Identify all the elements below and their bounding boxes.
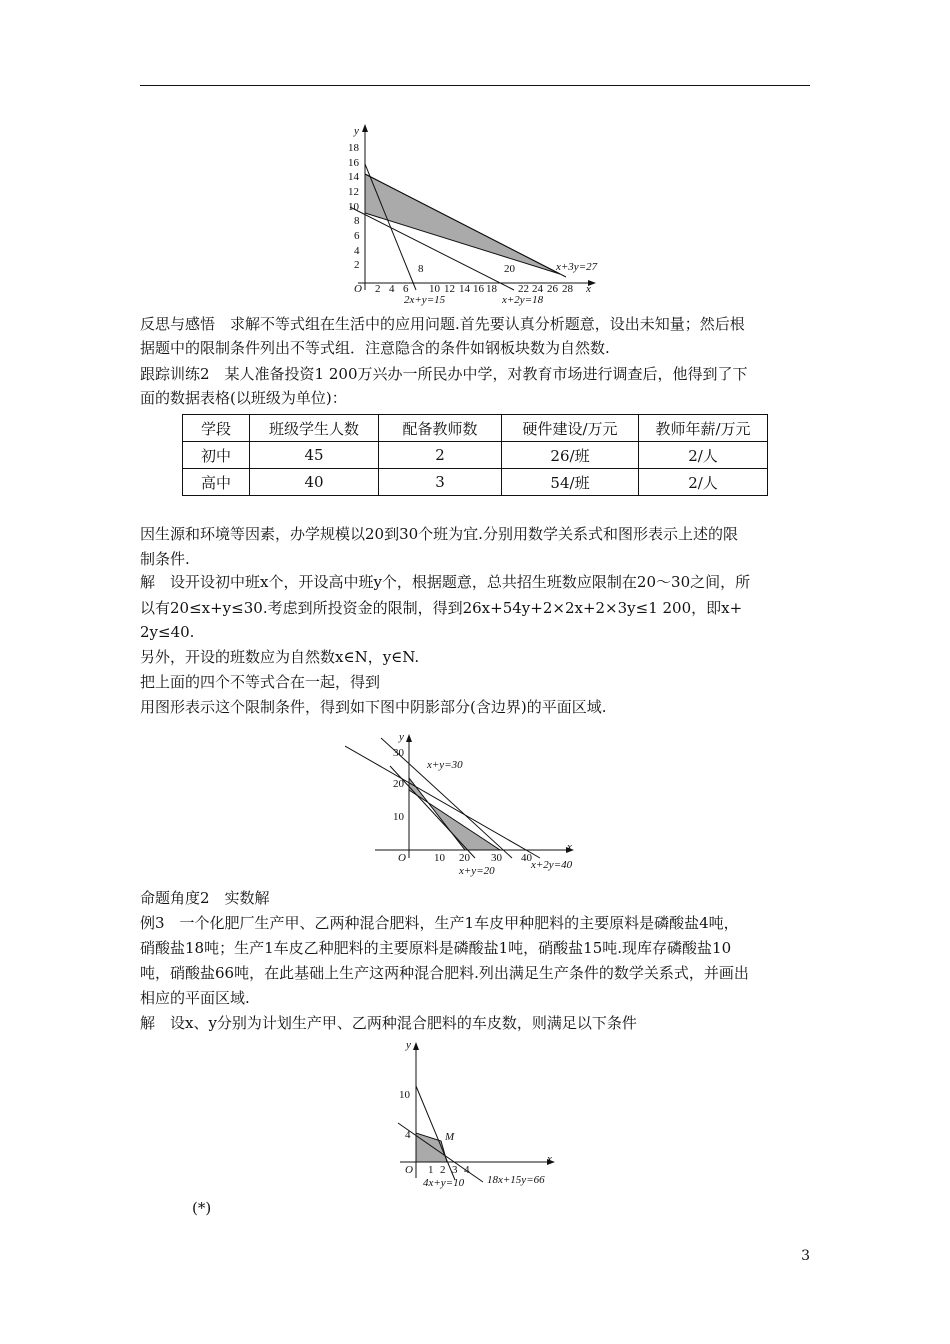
example-3-solution: 解 设x、y分别为计划生产甲、乙两种混合肥料的车皮数，则满足以下条件 bbox=[140, 1014, 637, 1032]
figure-1-y-label: y bbox=[354, 125, 359, 137]
figure-1-x-tick: 16 bbox=[473, 283, 484, 295]
figure-1-y-tick: 18 bbox=[348, 142, 359, 154]
figure-2-x-tick: 10 bbox=[434, 852, 445, 864]
figure-1-y-tick: 10 bbox=[348, 201, 359, 213]
figure-1-x-tick: 4 bbox=[389, 283, 395, 295]
graph-intro-line: 用图形表示这个限制条件，得到如下图中阴影部分(含边界)的平面区域. bbox=[140, 698, 607, 716]
table-header-cell: 配备教师数 bbox=[379, 415, 502, 442]
constraint-line-1: 因生源和环境等因素，办学规模以20到30个班为宜.分别用数学关系式和图形表示上述的限 bbox=[140, 525, 738, 543]
figure-2-x-tick: 40 bbox=[521, 852, 532, 864]
figure-2-line-label: x+y=20 bbox=[459, 865, 495, 877]
figure-1-line-label: x+2y=18 bbox=[502, 294, 544, 306]
figure-3-y-arrow bbox=[413, 1042, 419, 1050]
table-cell: 26/班 bbox=[502, 442, 639, 469]
figure-2-origin: O bbox=[398, 852, 406, 864]
figure-1-line-label: x+3y=27 bbox=[556, 261, 598, 273]
figure-3-y-label: y bbox=[406, 1039, 411, 1051]
figure-1-point-label: 8 bbox=[418, 263, 424, 275]
exercise-2-line-2: 面的数据表格(以班级为单位)： bbox=[140, 389, 347, 407]
figure-1-y-tick: 4 bbox=[354, 245, 360, 257]
combine-line: 把上面的四个不等式合在一起，得到 bbox=[140, 673, 381, 691]
figure-1-x-tick: 22 bbox=[518, 283, 529, 295]
solution-line-1: 解 设开设初中班x个，开设高中班y个，根据题意，总共招生班数应限制在20～30之间，所 bbox=[140, 573, 751, 591]
figure-1-y-tick: 12 bbox=[348, 186, 359, 198]
table-cell: 2/人 bbox=[639, 442, 768, 469]
table-cell: 3 bbox=[379, 469, 502, 496]
data-table bbox=[182, 414, 768, 496]
table-header-row bbox=[183, 415, 768, 442]
table-cell: 54/班 bbox=[502, 469, 639, 496]
figure-2-shaded-region bbox=[409, 778, 500, 850]
figure-1-x-label: x bbox=[586, 283, 591, 295]
figure-1-x-tick: 28 bbox=[562, 283, 573, 295]
figure-3-line-label: 18x+15y=66 bbox=[487, 1174, 545, 1186]
figure-3-shaded-region bbox=[416, 1133, 447, 1162]
figure-1-y-tick: 8 bbox=[354, 215, 360, 227]
figure-3-line-label: 4x+y=10 bbox=[423, 1177, 465, 1189]
figure-2-line-label: x+y=30 bbox=[427, 759, 463, 771]
page-number: 3 bbox=[801, 1248, 810, 1264]
figure-3-y-tick: 10 bbox=[399, 1089, 410, 1101]
figure-2-x-tick: 20 bbox=[459, 852, 470, 864]
solution-line-2: 以有20≤x+y≤30.考虑到所投资金的限制，得到26x+54y+2×2x+2×3y≤1 200，即x+ bbox=[140, 599, 743, 617]
reflection-line-1: 反思与感悟 求解不等式组在生活中的应用问题.首先要认真分析题意，设出未知量；然后根 bbox=[140, 315, 745, 333]
figure-1-y-tick: 6 bbox=[354, 230, 360, 242]
figure-1-point-label: 20 bbox=[504, 263, 515, 275]
example-3-line-2: 硝酸盐18吨；生产1车皮乙种肥料的主要原料是磷酸盐1吨，硝酸盐15吨.现库存磷酸盐10 bbox=[140, 939, 732, 957]
figure-1-x-tick: 26 bbox=[547, 283, 558, 295]
table-header-cell: 学段 bbox=[183, 415, 250, 442]
table-cell: 初中 bbox=[183, 442, 250, 469]
table-row bbox=[183, 469, 768, 496]
table-cell: 40 bbox=[250, 469, 379, 496]
figure-3-x-tick: 2 bbox=[440, 1164, 446, 1176]
table-cell: 2 bbox=[379, 442, 502, 469]
figure-3-point-label: M bbox=[445, 1131, 455, 1143]
figure-3-x-tick: 4 bbox=[464, 1164, 470, 1176]
figure-3-y-tick: 4 bbox=[405, 1129, 411, 1141]
figure-2-y-tick: 30 bbox=[393, 747, 404, 759]
figure-2-y-tick: 20 bbox=[393, 778, 404, 790]
figure-1-origin: O bbox=[354, 283, 362, 295]
figure-1-line-x-3y-27 bbox=[365, 174, 566, 277]
figure-1-x-tick: 2 bbox=[375, 283, 381, 295]
exercise-2-line-1: 跟踪训练2 某人准备投资1 200万兴办一所民办中学，对教育市场进行调查后，他得到了下 bbox=[140, 365, 748, 383]
figure-1-x-tick: 14 bbox=[459, 283, 470, 295]
figure-1-y-tick: 16 bbox=[348, 157, 359, 169]
example-3-line-3: 吨，硝酸盐66吨，在此基础上生产这两种混合肥料.列出满足生产条件的数学关系式，并画出 bbox=[140, 964, 749, 982]
figure-2-x-label: x bbox=[567, 841, 572, 853]
figure-2-y-label: y bbox=[399, 731, 404, 743]
example-3-line-1: 例3 一个化肥厂生产甲、乙两种混合肥料，生产1车皮甲种肥料的主要原料是磷酸盐4吨， bbox=[140, 914, 739, 932]
figure-1-y-arrow bbox=[362, 124, 368, 132]
table-header-cell: 硬件建设/万元 bbox=[502, 415, 639, 442]
reflection-line-2: 据题中的限制条件列出不等式组．注意隐含的条件如钢板块数为自然数. bbox=[140, 339, 610, 357]
section-heading: 命题角度2 实数解 bbox=[140, 889, 270, 907]
figure-2-y-tick: 10 bbox=[393, 811, 404, 823]
table-header-cell: 教师年薪/万元 bbox=[639, 415, 768, 442]
figure-1-x-tick: 10 bbox=[429, 283, 440, 295]
figure-2-x-tick: 30 bbox=[491, 852, 502, 864]
table-cell: 高中 bbox=[183, 469, 250, 496]
table-cell: 2/人 bbox=[639, 469, 768, 496]
figure-2-y-arrow bbox=[406, 734, 412, 742]
figure-1-x-tick: 6 bbox=[403, 283, 409, 295]
figure-1-y-tick: 2 bbox=[354, 259, 360, 271]
figure-1-y-tick: 14 bbox=[348, 171, 359, 183]
header-rule bbox=[140, 85, 810, 86]
figure-2-line-label: x+2y=40 bbox=[531, 859, 573, 871]
table-row bbox=[183, 442, 768, 469]
figure-3-graph bbox=[395, 1038, 565, 1192]
figure-3-origin: O bbox=[405, 1164, 413, 1176]
table-cell: 45 bbox=[250, 442, 379, 469]
figure-1-graph bbox=[330, 120, 620, 306]
figure-3-x-tick: 1 bbox=[428, 1164, 434, 1176]
example-3-line-4: 相应的平面区域. bbox=[140, 989, 250, 1007]
figure-1-x-tick: 12 bbox=[444, 283, 455, 295]
star-marker: (*) bbox=[192, 1199, 212, 1217]
table-header-cell: 班级学生人数 bbox=[250, 415, 379, 442]
figure-2-graph bbox=[345, 728, 585, 878]
figure-1-x-tick: 18 bbox=[486, 283, 497, 295]
solution-line-3: 2y≤40. bbox=[140, 623, 195, 641]
constraint-line-2: 制条件. bbox=[140, 550, 190, 568]
figure-1-x-tick: 24 bbox=[532, 283, 543, 295]
figure-1-line-label: 2x+y=15 bbox=[404, 294, 446, 306]
figure-3-x-label: x bbox=[547, 1153, 552, 1165]
figure-3-x-tick: 3 bbox=[452, 1164, 458, 1176]
natural-number-line: 另外，开设的班数应为自然数x∈N，y∈N. bbox=[140, 648, 420, 666]
